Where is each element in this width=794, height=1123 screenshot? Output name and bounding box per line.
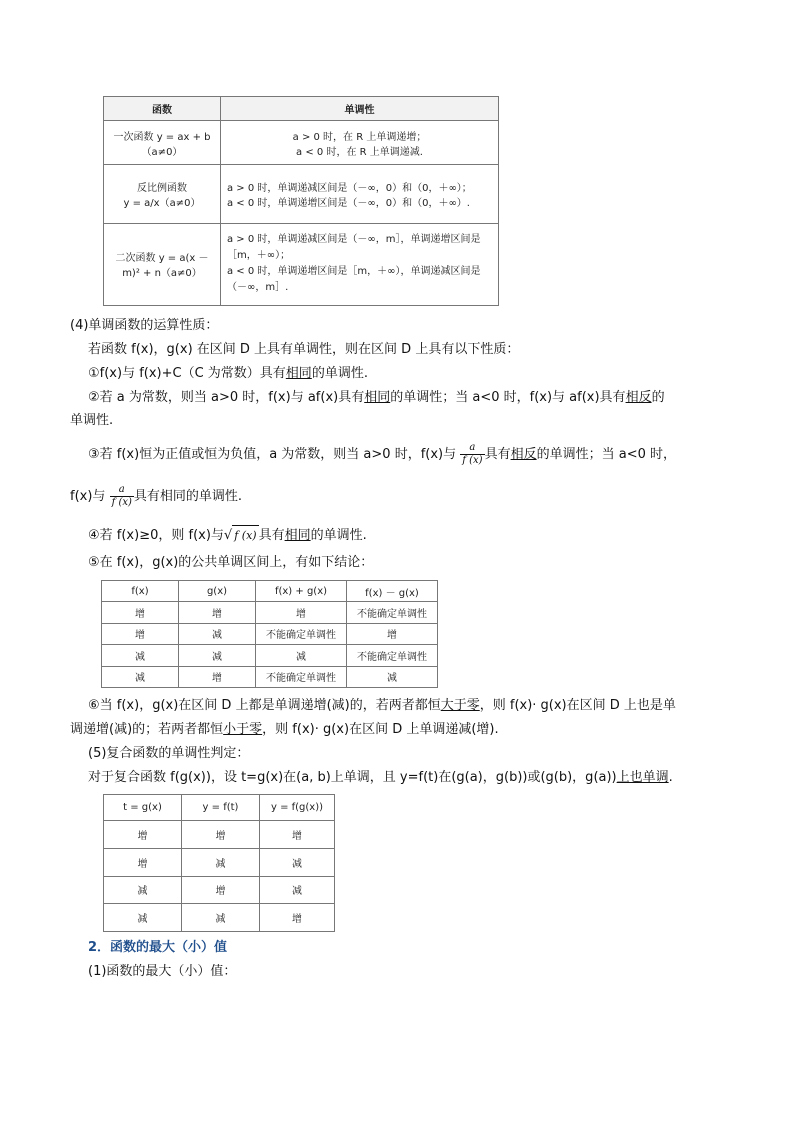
table-cell: 增 — [102, 623, 179, 644]
table-cell: 减 — [347, 666, 438, 687]
property-3-cont — [70, 484, 730, 509]
cell-line: a < 0 时，在 R 上单调递减. — [296, 146, 423, 158]
section-2-1-title: (1)函数的最大（小）值： — [88, 964, 237, 979]
table-cell: 增 — [104, 848, 182, 876]
underlined-text: 相反 — [625, 390, 652, 405]
underlined-text: 相同 — [364, 390, 391, 405]
cell-line: a > 0 时，在 R 上单调递增； — [292, 131, 427, 143]
table-header: f(x) － g(x) — [347, 581, 438, 602]
property-2 — [88, 388, 748, 408]
table-cell: 增 — [182, 821, 260, 849]
table-header: 函数 — [104, 97, 221, 121]
table-cell: 不能确定单调性 — [256, 666, 347, 687]
property-6-cont — [70, 720, 730, 740]
table-cell: 增 — [256, 602, 347, 623]
text-run: 调递增(减)的；若两者都恒 — [70, 722, 224, 737]
text-run: 具有相同的单调性. — [133, 489, 243, 504]
table-cell: 增 — [104, 821, 182, 849]
table-cell: 减 — [260, 876, 335, 904]
underlined-text: 相同 — [284, 528, 311, 543]
fraction-denominator: f (x) — [462, 455, 483, 466]
property-1 — [88, 364, 748, 384]
table-cell: 减 — [102, 645, 179, 666]
fraction-a-over-fx — [460, 442, 484, 467]
table-header: y = f(g(x)) — [260, 795, 335, 821]
table-cell — [221, 165, 499, 223]
table-cell: 增 — [179, 666, 256, 687]
fraction-denominator: f (x) — [111, 497, 132, 508]
text-run: ④若 f(x)≥0，则 f(x)与 — [88, 528, 224, 543]
table-row — [102, 666, 438, 687]
table-header: t = g(x) — [104, 795, 182, 821]
text-run: 的单调性；当 a<0 时，f(x)与 af(x)具有 — [390, 390, 626, 405]
table-row — [102, 623, 438, 644]
table-cell — [104, 165, 221, 223]
table-cell: 不能确定单调性 — [347, 645, 438, 666]
underlined-text: 小于零 — [223, 722, 263, 737]
table-cell: 减 — [182, 848, 260, 876]
underlined-text: 相反 — [510, 447, 537, 462]
text-run: ⑥当 f(x)，g(x)在区间 D 上都是单调递增(减)的，若两者都恒 — [88, 698, 441, 713]
monotonicity-table — [103, 96, 499, 306]
table-row — [102, 645, 438, 666]
cell-line: 反比例函数 — [137, 182, 187, 194]
table-cell — [221, 223, 499, 305]
table-cell: 减 — [102, 666, 179, 687]
text-run: 的 — [651, 390, 665, 405]
table-header: g(x) — [179, 581, 256, 602]
text-run: ，则 f(x)· g(x)在区间 D 上也是单 — [479, 698, 676, 713]
text-run: . — [668, 770, 673, 785]
table-cell: 增 — [102, 602, 179, 623]
text-run: 具有 — [258, 528, 285, 543]
composite-function-table — [103, 794, 335, 932]
property-3 — [88, 442, 748, 467]
table-cell: 增 — [179, 602, 256, 623]
cell-line: ［m，＋∞）； — [227, 250, 291, 262]
underlined-text: 上也单调 — [616, 770, 669, 785]
table-cell: 增 — [347, 623, 438, 644]
table-header: 单调性 — [221, 97, 499, 121]
table-cell: 减 — [260, 848, 335, 876]
fraction-numerator: a — [460, 442, 484, 455]
table-row — [102, 602, 438, 623]
text-run: ，则 f(x)· g(x)在区间 D 上单调递减(增). — [262, 722, 499, 737]
cell-line: 二次函数 y = a(x － — [115, 253, 209, 265]
text-run: 的单调性. — [310, 528, 367, 543]
table-cell: 减 — [256, 645, 347, 666]
table-cell: 不能确定单调性 — [256, 623, 347, 644]
property-6 — [88, 696, 748, 716]
table-row — [104, 904, 335, 932]
table-cell — [104, 121, 221, 165]
property-2-cont: 单调性. — [70, 413, 114, 428]
text-run: 对于复合函数 f(g(x))，设 t=g(x)在(a, b)上单调，且 y=f(t)在(g(a)，g(b))或(g(b)，g(a)) — [88, 770, 617, 785]
table-cell — [221, 121, 499, 165]
table-cell: 减 — [104, 904, 182, 932]
table-cell: 不能确定单调性 — [347, 602, 438, 623]
section-2-heading: 2．函数的最大（小）值 — [88, 940, 228, 955]
text-run: 的单调性；当 a<0 时， — [536, 447, 677, 462]
cell-line: y = a/x（a≠0） — [123, 197, 201, 209]
table-cell: 增 — [260, 904, 335, 932]
cell-line: a > 0 时，单调递减区间是（－∞，m］，单调递增区间是 — [227, 234, 481, 246]
cell-line: a > 0 时，单调递减区间是（－∞，0）和（0，＋∞）； — [227, 182, 472, 194]
fraction-numerator: a — [110, 484, 134, 497]
table-row — [104, 821, 335, 849]
section-5-title: (5)复合函数的单调性判定： — [88, 746, 250, 761]
cell-line: a < 0 时，单调递增区间是（－∞，0）和（0，＋∞）. — [227, 197, 470, 209]
text-run: ②若 a 为常数，则当 a>0 时，f(x)与 af(x)具有 — [88, 390, 365, 405]
cell-line: m)² + n（a≠0） — [122, 268, 202, 280]
table-row — [104, 876, 335, 904]
cell-line: （－∞，m］. — [227, 282, 289, 294]
section-4-title: (4)单调函数的运算性质： — [70, 318, 219, 333]
table-cell: 增 — [182, 876, 260, 904]
table-cell — [104, 223, 221, 305]
cell-line: （a≠0） — [141, 146, 183, 158]
table-header: f(x) — [102, 581, 179, 602]
text-run: ①f(x)与 f(x)+C（C 为常数）具有 — [88, 366, 286, 381]
cell-line: a < 0 时，单调递增区间是［m，＋∞），单调递减区间是 — [227, 266, 481, 278]
underlined-text: 大于零 — [440, 698, 480, 713]
text-run: 的单调性. — [311, 366, 368, 381]
text-run: f(x)与 — [70, 489, 106, 504]
table-cell: 减 — [179, 623, 256, 644]
sqrt-expression: f (x) — [232, 525, 258, 546]
table-cell: 减 — [104, 876, 182, 904]
table-header: y = f(t) — [182, 795, 260, 821]
cell-line: 一次函数 y = ax + b — [113, 131, 211, 143]
sum-difference-table — [101, 580, 438, 688]
property-5: ⑤在 f(x)，g(x)的公共单调区间上，有如下结论： — [88, 555, 374, 570]
section-5-body — [88, 768, 748, 788]
text-run: 具有 — [484, 447, 511, 462]
underlined-text: 相同 — [285, 366, 312, 381]
table-cell: 减 — [182, 904, 260, 932]
table-row — [104, 848, 335, 876]
table-cell: 增 — [260, 821, 335, 849]
section-4-intro: 若函数 f(x)，g(x) 在区间 D 上具有单调性，则在区间 D 上具有以下性质： — [88, 342, 520, 357]
fraction-a-over-fx — [110, 484, 134, 509]
text-run: ③若 f(x)恒为正值或恒为负值，a 为常数，则当 a>0 时，f(x)与 — [88, 447, 457, 462]
table-header: f(x) + g(x) — [256, 581, 347, 602]
property-4: ④若 f(x)≥0，则 f(x)与√ f (x) 具有相同的单调性. — [88, 525, 748, 546]
table-cell: 减 — [179, 645, 256, 666]
